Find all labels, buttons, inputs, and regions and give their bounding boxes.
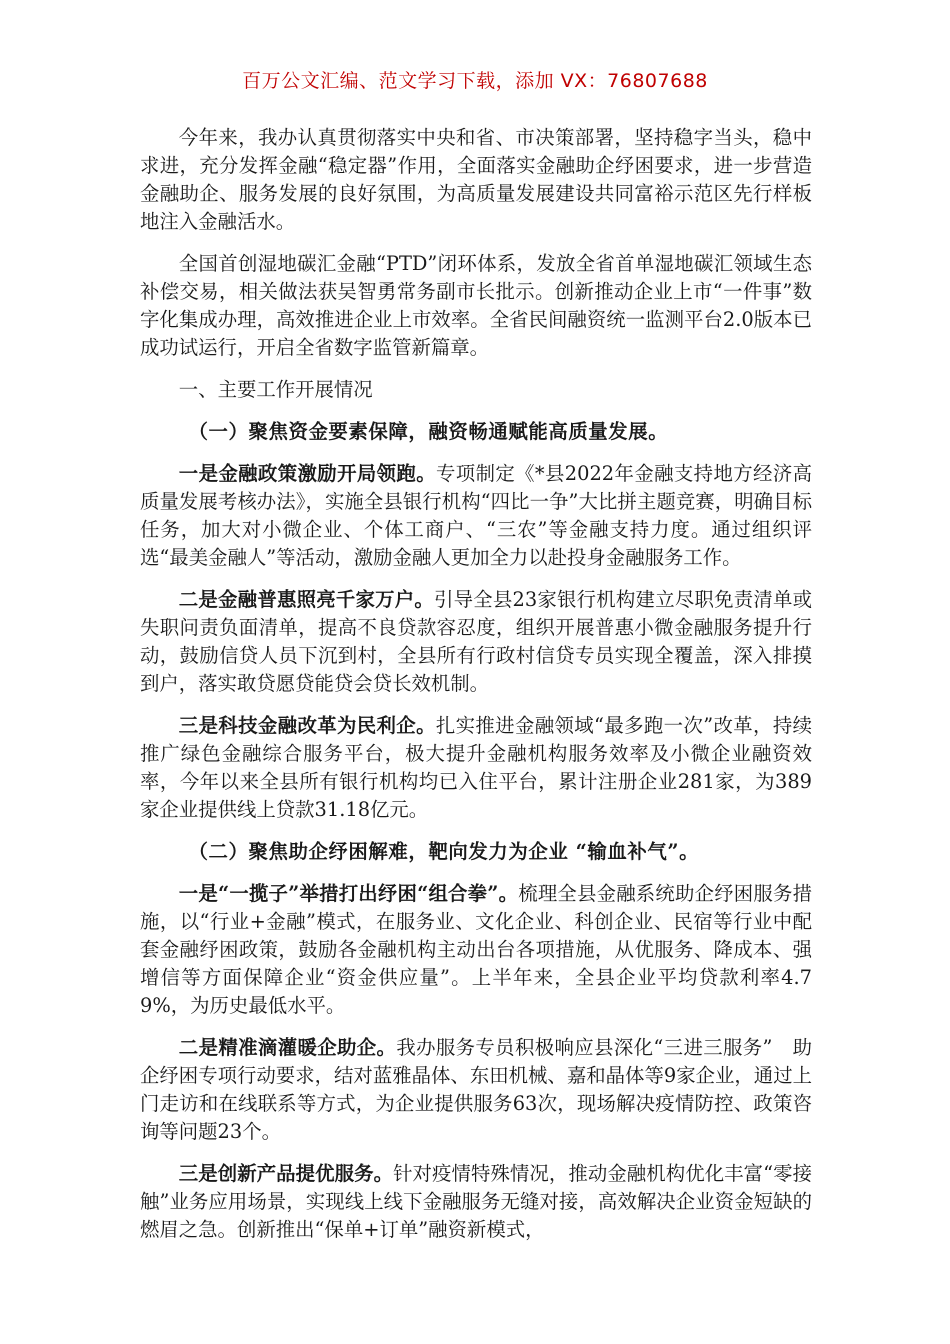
- intro-paragraph-1: 今年来，我办认真贯彻落实中央和省、市决策部署，坚持稳字当头，稳中求进，充分发挥金融“稳定器”作用，全面落实金融助企纾困要求，进一步营造金融助企、服务发展的良好氛围，为高质量发展建设共同富裕示范区先行样板地注入金融活水。: [140, 126, 812, 233]
- item-lead: 一是“一揽子”举措打出纾困“组合拳”。: [178, 882, 519, 905]
- subsection-heading-1: （一）聚焦资金要素保障，融资畅通赋能高质量发展。: [188, 420, 669, 443]
- item-lead: 二是金融普惠照亮千家万户。: [178, 588, 434, 611]
- item-lead: 三是科技金融改革为民利企。: [178, 714, 436, 737]
- subsection-heading-2: （二）聚焦助企纾困解难，靶向发力为企业 “输血补气”。: [188, 840, 700, 863]
- item-lead: 三是创新产品提优服务。: [178, 1162, 394, 1185]
- item-text: 扎实推进金融领域“最多跑一次”改革，持续推广绿色金融综合服务平台，极大提升金融机构服务效率及小微企业融资效率，今年以来全县所有银行机构均已入住平台，累计注册企业281家，为389家企业提供线上贷款31.18亿元。: [140, 714, 812, 821]
- paragraph-item-6: [140, 1160, 812, 1244]
- document-body: [140, 124, 812, 1258]
- section-heading-1: 一、主要工作开展情况: [178, 378, 373, 401]
- paragraph-item-5: [140, 1034, 812, 1146]
- item-lead: 一是金融政策激励开局领跑。: [178, 462, 436, 485]
- paragraph-item-4: [140, 880, 812, 1020]
- paragraph-item-3: [140, 712, 812, 824]
- paragraph-item-2: [140, 586, 812, 698]
- item-text: 梳理全县金融系统助企纾困服务措施，以“行业+金融”模式，在服务业、文化企业、科创企业、民宿等行业中配套金融纾困政策，鼓励各金融机构主动出台各项措施，从优服务、降成本、强增信等方面保障企业“资金供应量”。上半年来，全县企业平均贷款利率4.79%，为历史最低水平。: [140, 882, 812, 1017]
- watermark-header: 百万公文汇编、范文学习下载，添加 VX：76807688: [242, 70, 708, 92]
- item-text: 针对疫情特殊情况，推动金融机构优化丰富“零接触”业务应用场景，实现线上线下金融服务无缝对接，高效解决企业资金短缺的燃眉之急。创新推出“保单+订单”融资新模式，: [140, 1162, 813, 1241]
- item-text: 引导全县23家银行机构建立尽职免责清单或失职问责负面清单，提高不良贷款容忍度，组织开展普惠小微金融服务提升行动，鼓励信贷人员下沉到村，全县所有行政村信贷专员实现全覆盖，深入排摸到户，落实敢贷愿贷能贷会贷长效机制。: [140, 588, 812, 695]
- intro-paragraph-2: 全国首创湿地碳汇金融“PTD”闭环体系，发放全省首单湿地碳汇领域生态补偿交易，相关做法获吴智勇常务副市长批示。创新推动企业上市“一件事”数字化集成办理，高效推进企业上市效率。全省民间融资统一监测平台2.0版本已成功试运行，开启全省数字监管新篇章。: [140, 252, 812, 359]
- paragraph-item-1: [140, 460, 812, 572]
- item-lead: 二是精准滴灌暖企助企。: [178, 1036, 397, 1059]
- item-text: 我办服务专员积极响应县深化“三进三服务” 助企纾困专项行动要求，结对蓝雅晶体、东田机械、嘉和晶体等9家企业，通过上门走访和在线联系等方式，为企业提供服务63次，现场解决疫情防控、政策咨询等问题23个。: [140, 1036, 812, 1143]
- item-text: 专项制定《*县2022年金融支持地方经济高质量发展考核办法》，实施全县银行机构“四比一争”大比拼主题竞赛，明确目标任务，加大对小微企业、个体工商户、“三农”等金融支持力度。通过组织评选“最美金融人”等活动，激励金融人更加全力以赴投身金融服务工作。: [140, 462, 812, 569]
